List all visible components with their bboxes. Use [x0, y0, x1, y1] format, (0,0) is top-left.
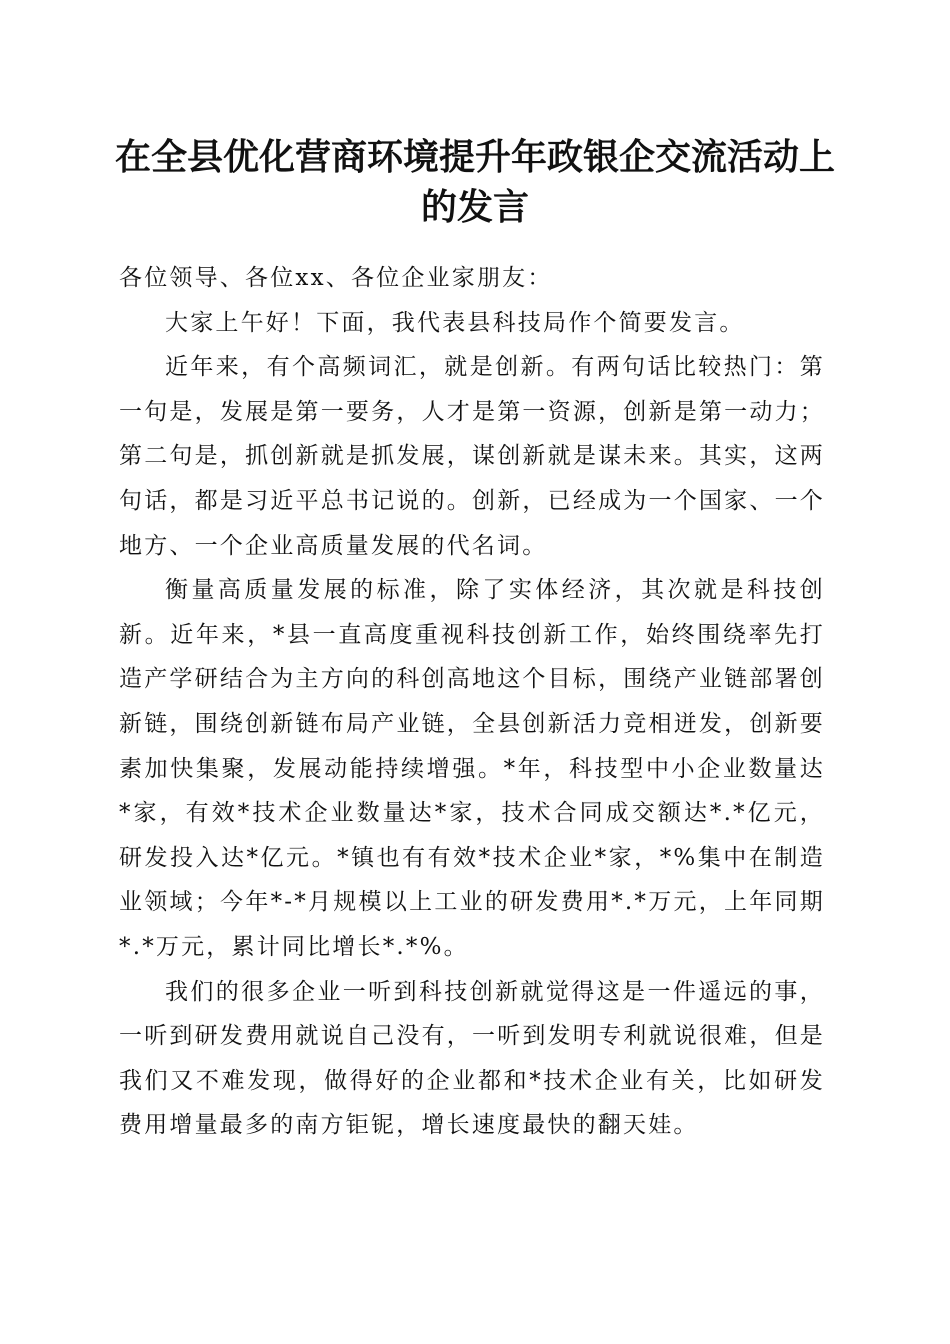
- salutation: 各位领导、各位xx、各位企业家朋友：: [119, 265, 553, 291]
- document-title: 在全县优化营商环境提升年政银企交流活动上的发言: [114, 136, 835, 228]
- paragraph-enterprises: 我们的很多企业一听到科技创新就觉得这是一件遥远的事，一听到研发费用就说自己没有，一听到发明专利就说很难，但是我们又不难发现，做得好的企业都和*技术企业有关，比如研发费用增量最多的南方钜铌，增长速度最快的翻天娃。: [119, 978, 825, 1139]
- paragraph-greeting: 大家上午好！下面，我代表县科技局作个简要发言。: [165, 309, 745, 336]
- paragraph-quality-development: 衡量高质量发展的标准，除了实体经济，其次就是科技创新。近年来，*县一直高度重视科技创新工作，始终围绕率先打造产学研结合为主方向的科创高地这个目标，围绕产业链部署创新链，围绕创新链布局产业链，全县创新活力竞相迸发，创新要素加快集聚，发展动能持续增强。*年，科技型中小企业数量达*家，有效*技术企业数量达*家，技术合同成交额达*.*亿元，研发投入达*亿元。*镇也有有效*技术企业*家，*%集中在制造业领域；今年*-*月规模以上工业的研发费用*.*万元，上年同期*.*万元，累计同比增长*.*%。: [119, 577, 825, 960]
- paragraph-innovation: 近年来，有个高频词汇，就是创新。有两句话比较热门：第一句是，发展是第一要务，人才是第一资源，创新是第一动力；第二句是，抓创新就是抓发展，谋创新就是谋未来。其实，这两句话，都是习近平总书记说的。创新，已经成为一个国家、一个地方、一个企业高质量发展的代名词。: [119, 354, 825, 559]
- document-body: [119, 256, 825, 1148]
